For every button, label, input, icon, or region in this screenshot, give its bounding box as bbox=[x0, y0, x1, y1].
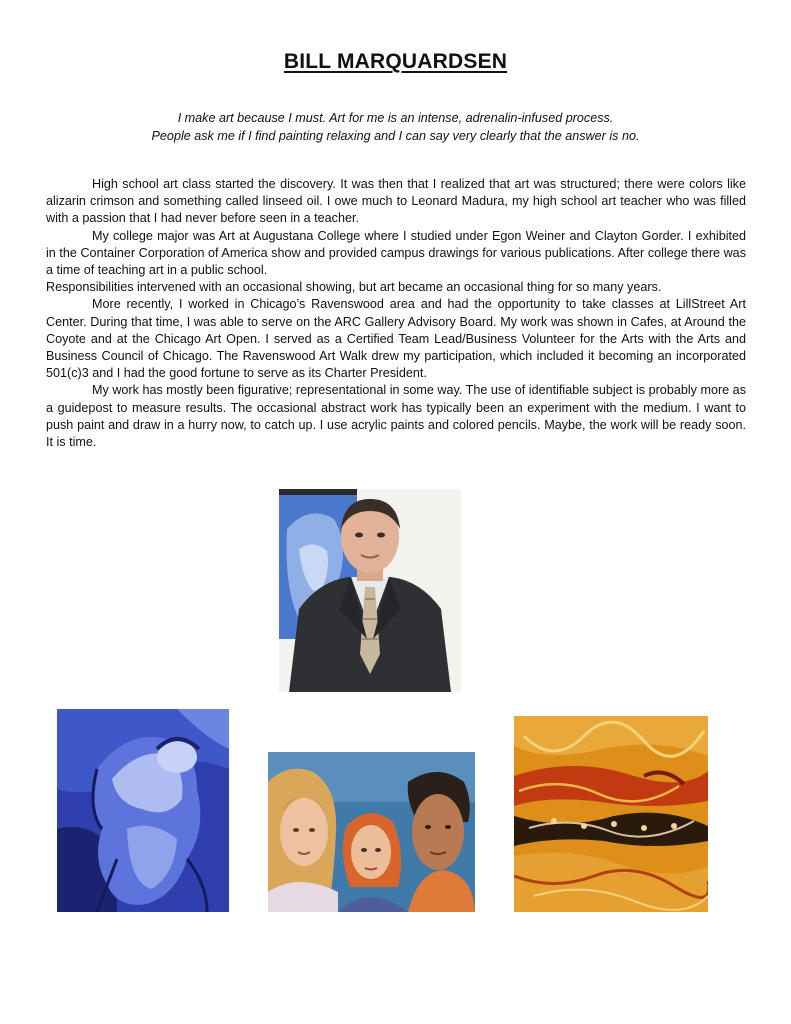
quote-line-1: I make art because I must. Art for me is an intense, adrenalin-infused process. bbox=[177, 111, 614, 125]
painting-three-portraits bbox=[268, 752, 475, 912]
painting-abstract-orange bbox=[514, 716, 708, 912]
artist-quote bbox=[0, 109, 791, 145]
bio-paragraph-4: More recently, I worked in Chicago’s Ravenswood area and had the opportunity to take classes at LillStreet Art Center. During that time, I was able to serve on the ARC Gallery Advisory Board. My work was shown in Cafes, at Around the Coyote and at the Chicago Art Open. I served as a Certified Team Lead/Business Volunteer for the Arts with the Arts and Business Council of Chicago. The Ravenswood Art Walk drew my participation, which included it becoming an incorporated 501(c)3 and I had the good fortune to serve as its Charter President. bbox=[46, 297, 746, 381]
painting-abstract-icon bbox=[514, 716, 708, 912]
biography bbox=[46, 176, 746, 451]
title-text: BILL MARQUARDSEN bbox=[283, 50, 508, 73]
quote-line-2: People ask me if I find painting relaxing and I can say very clearly that the answer is no. bbox=[151, 129, 640, 143]
bio-paragraph-2: My college major was Art at Augustana College where I studied under Egon Weiner and Clayton Gorder. I exhibited in the Container Corporation of America show and provided campus drawings for various publications. After college there was a time of teaching art in a public school. bbox=[46, 228, 746, 278]
painting-figure-icon bbox=[57, 709, 229, 912]
painting-blue-figure bbox=[57, 709, 229, 912]
bio-paragraph-5: My work has mostly been figurative; representational in some way. The use of identifiable subject is probably more as a guidepost to measure results. The occasional abstract work has typically been an experiment with the medium. I want to push paint and draw in a hurry now, to catch up. I use acrylic paints and colored pencils. Maybe, the work will be ready soon. It is time. bbox=[46, 383, 746, 450]
portrait-photo-icon bbox=[279, 489, 461, 692]
page-title bbox=[0, 50, 791, 74]
bio-paragraph-3: Responsibilities intervened with an occasional showing, but art became an occasional thing for so many years. bbox=[46, 280, 662, 295]
artist-portrait-photo bbox=[279, 489, 461, 692]
bio-paragraph-1: High school art class started the discovery. It was then that I realized that art was structured; there were colors like alizarin crimson and something called linseed oil. I owe much to Leonard Madura, my high school art teacher who was filled with a passion that I had never before seen in a teacher. bbox=[46, 177, 746, 226]
painting-portraits-icon bbox=[268, 752, 475, 912]
